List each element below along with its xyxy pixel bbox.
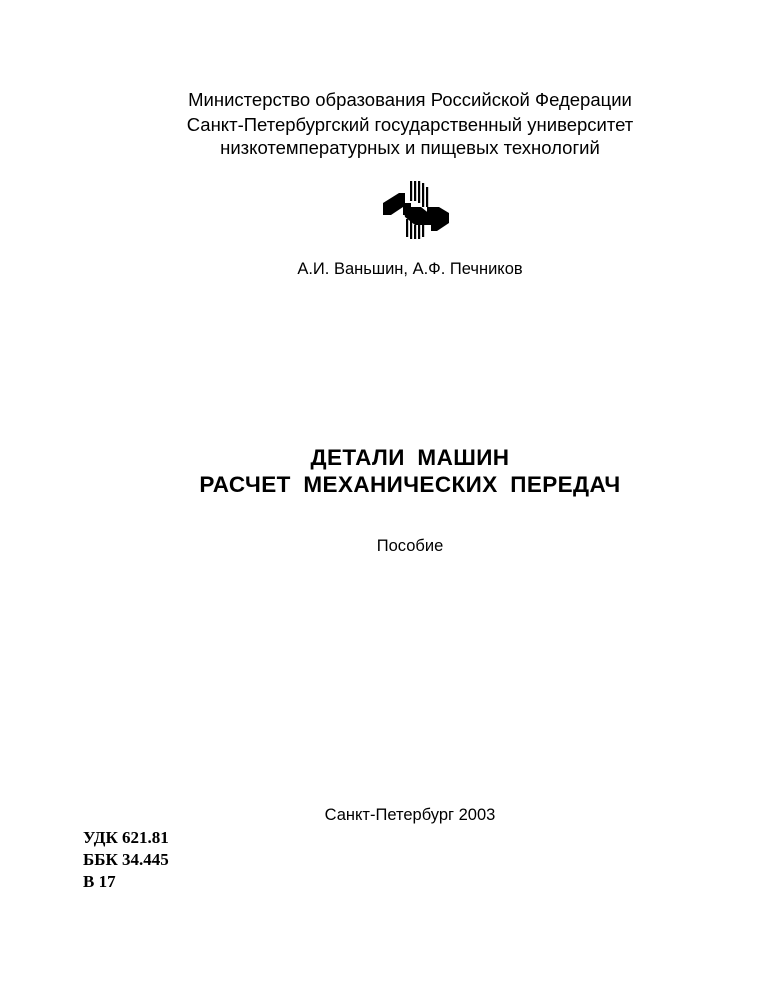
udk-code: УДК 621.81 xyxy=(83,828,169,847)
ministry-line: Министерство образования Российской Федерации xyxy=(188,89,632,110)
bbk-code: ББК 34.445 xyxy=(83,850,169,869)
author-code: В 17 xyxy=(83,872,116,891)
title-line-2: РАСЧЕТ МЕХАНИЧЕСКИХ ПЕРЕДАЧ xyxy=(199,472,621,497)
classification-codes xyxy=(83,827,169,893)
subtitle: Пособие xyxy=(376,537,444,555)
title-line-1: ДЕТАЛИ МАШИН xyxy=(310,445,510,470)
imprint-city-year: Санкт-Петербург 2003 xyxy=(324,806,496,824)
university-line-1: Санкт-Петербургский государственный университет xyxy=(186,114,634,135)
authors: А.И. Ваньшин, А.Ф. Печников xyxy=(297,260,523,278)
university-line-2: низкотемпературных и пищевых технологий xyxy=(220,137,600,158)
university-emblem-icon xyxy=(381,181,451,239)
